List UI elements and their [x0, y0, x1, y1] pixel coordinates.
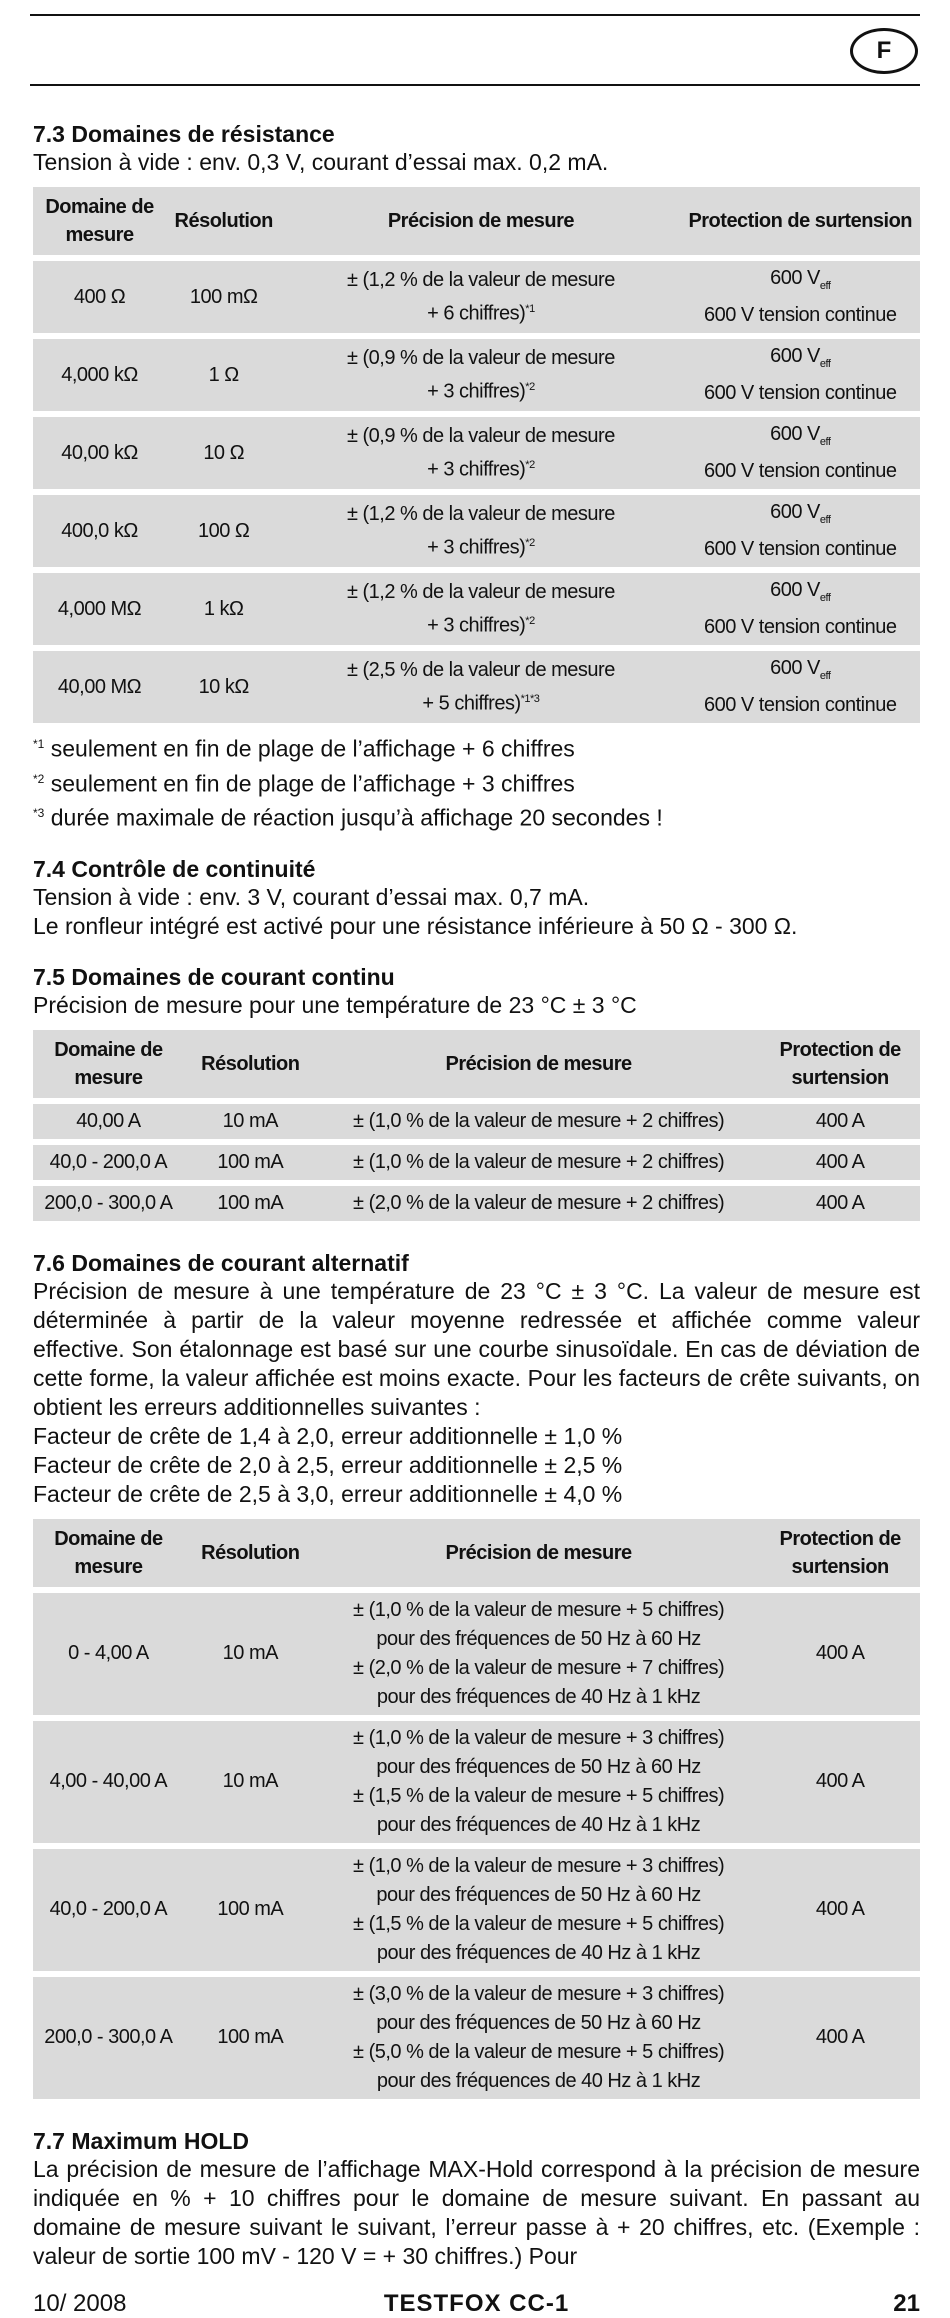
accuracy-line: ± (1,2 % de la valeur de mesure	[346, 268, 615, 291]
protection-line: 600 V tension continue	[703, 616, 897, 638]
footer-date: 10/ 2008	[33, 2290, 127, 2317]
header-rule-top	[30, 14, 920, 16]
cell-accuracy	[317, 1849, 761, 1971]
col-header-protection: Protection de surtension	[760, 1519, 920, 1587]
section-continuity	[33, 855, 920, 941]
accuracy-line: pour des fréquences de 40 Hz à 1 kHz	[376, 2069, 701, 2092]
footnote-text: seulement en fin de plage de l’affichage + 3 chiffres	[50, 770, 575, 797]
section-intro: Précision de mesure pour une température de 23 °C ± 3 °C	[33, 991, 637, 1018]
cell-resolution: 10 kΩ	[166, 651, 281, 723]
cell-protection: 400 A	[760, 1721, 920, 1843]
accuracy-line: pour des fréquences de 50 Hz à 60 Hz	[376, 1755, 701, 1778]
cell-range: 0 - 4,00 A	[33, 1593, 184, 1715]
section-intro: Tension à vide : env. 0,3 V, courant d’essai max. 0,2 mA.	[33, 149, 609, 175]
cell-resolution: 1 Ω	[166, 339, 281, 411]
cell-resolution: 10 Ω	[166, 417, 281, 489]
page-number: 21	[893, 2290, 920, 2317]
cell-resolution: 100 mA	[184, 1977, 317, 2099]
accuracy-line: pour des fréquences de 40 Hz à 1 kHz	[376, 1813, 701, 1836]
cell-resolution: 100 mA	[184, 1849, 317, 1971]
dc-current-table	[33, 1024, 920, 1227]
cell-accuracy	[281, 417, 680, 489]
accuracy-line: ± (1,5 % de la valeur de mesure + 5 chiffres)	[353, 1784, 725, 1807]
cell-range: 400 Ω	[33, 261, 166, 333]
accuracy-line: ± (1,0 % de la valeur de mesure + 3 chiffres)	[353, 1854, 725, 1877]
col-header-accuracy: Précision de mesure	[281, 187, 680, 255]
table-row	[33, 417, 920, 489]
footnote-mark: *1*3	[520, 692, 540, 705]
footnotes	[33, 729, 920, 833]
protection-line: 600 V tension continue	[703, 460, 897, 482]
cell-resolution: 100 mA	[184, 1145, 317, 1180]
cell-range: 40,00 A	[33, 1104, 184, 1139]
cell-resolution: 10 mA	[184, 1593, 317, 1715]
protection-line: 600 V tension continue	[703, 382, 897, 404]
cell-protection	[680, 417, 920, 489]
accuracy-line	[285, 451, 676, 485]
accuracy-line: pour des fréquences de 50 Hz à 60 Hz	[376, 1627, 701, 1650]
accuracy-line: ± (1,2 % de la valeur de mesure	[346, 502, 615, 525]
footnote-mark: *1	[33, 737, 45, 751]
page-content	[33, 120, 920, 2271]
header-rule-bottom	[30, 84, 920, 86]
section-paragraph: La précision de mesure de l’affichage MAX-Hold correspond à la précision de mesure indiquée en % + 10 chiffres pour le domaine de mesure suivant. En passant au domaine de mesure suivant le suivant, l’erreur passe à + 20 chiffres, etc. (Exemple : valeur de sortie 100 mV - 120 V = + 30 chiffres.) Pour	[33, 2155, 920, 2269]
cell-resolution: 10 mA	[184, 1104, 317, 1139]
col-header-protection: Protection de surtension	[760, 1030, 920, 1098]
section-max-hold	[33, 2127, 920, 2271]
col-header-range: Domaine de mesure	[33, 1030, 184, 1098]
accuracy-text: + 3 chiffres)	[427, 614, 526, 637]
accuracy-text: + 3 chiffres)	[427, 458, 526, 481]
table-row	[33, 573, 920, 645]
protection-subscript: eff	[819, 670, 831, 682]
protection-voltage: 600 V	[770, 657, 820, 679]
protection-voltage: 600 V	[770, 423, 820, 445]
table-header-row	[33, 187, 920, 255]
cell-resolution: 100 Ω	[166, 495, 281, 567]
cell-protection: 400 A	[760, 1186, 920, 1221]
accuracy-line: ± (1,2 % de la valeur de mesure	[346, 580, 615, 603]
accuracy-line	[285, 529, 676, 563]
cell-range: 200,0 - 300,0 A	[33, 1186, 184, 1221]
cell-range: 4,00 - 40,00 A	[33, 1721, 184, 1843]
section-ac-current	[33, 1249, 920, 2105]
accuracy-line: ± (2,5 % de la valeur de mesure	[346, 658, 615, 681]
cell-accuracy	[317, 1721, 761, 1843]
cell-range: 40,00 kΩ	[33, 417, 166, 489]
section-title: 7.3 Domaines de résistance	[33, 121, 335, 147]
cell-range: 40,00 MΩ	[33, 651, 166, 723]
cell-range: 40,0 - 200,0 A	[33, 1849, 184, 1971]
protection-voltage: 600 V	[770, 267, 820, 289]
section-title: 7.5 Domaines de courant continu	[33, 963, 395, 990]
cell-protection	[680, 651, 920, 723]
section-dc-current	[33, 963, 920, 1227]
table-row	[33, 1186, 920, 1221]
accuracy-line: pour des fréquences de 40 Hz à 1 kHz	[376, 1941, 701, 1964]
cell-accuracy: ± (1,0 % de la valeur de mesure + 2 chiffres)	[317, 1104, 761, 1139]
page-footer	[33, 2290, 920, 2318]
accuracy-line	[285, 295, 676, 329]
col-header-protection: Protection de surtension	[680, 187, 920, 255]
protection-line	[684, 264, 916, 301]
footer-brand: TESTFOX CC-1	[383, 2290, 570, 2317]
cell-protection: 400 A	[760, 1849, 920, 1971]
col-header-range: Domaine de mesure	[33, 187, 166, 255]
col-header-range: Domaine de mesure	[33, 1519, 184, 1587]
section-title: 7.4 Contrôle de continuité	[33, 855, 316, 882]
protection-subscript: eff	[819, 436, 831, 448]
footnote-text: seulement en fin de plage de l’affichage + 6 chiffres	[50, 735, 575, 762]
crest-line: Facteur de crête de 2,0 à 2,5, erreur additionnelle ± 2,5 %	[33, 1451, 623, 1478]
cell-range: 200,0 - 300,0 A	[33, 1977, 184, 2099]
col-header-resolution: Résolution	[166, 187, 281, 255]
cell-protection: 400 A	[760, 1593, 920, 1715]
crest-line: Facteur de crête de 2,5 à 3,0, erreur additionnelle ± 4,0 %	[33, 1480, 623, 1507]
col-header-resolution: Résolution	[184, 1030, 317, 1098]
section-line: Tension à vide : env. 3 V, courant d’essai max. 0,7 mA.	[33, 883, 590, 910]
protection-line	[684, 342, 916, 379]
cell-accuracy: ± (1,0 % de la valeur de mesure + 2 chiffres)	[317, 1145, 761, 1180]
cell-protection	[680, 339, 920, 411]
accuracy-line: pour des fréquences de 50 Hz à 60 Hz	[376, 2011, 701, 2034]
footnote-mark: *2	[525, 614, 535, 627]
cell-accuracy	[281, 339, 680, 411]
table-header-row	[33, 1030, 920, 1098]
table-row	[33, 1593, 920, 1715]
table-row	[33, 495, 920, 567]
cell-accuracy	[281, 495, 680, 567]
col-header-accuracy: Précision de mesure	[317, 1519, 761, 1587]
language-badge: F	[850, 28, 918, 74]
protection-line	[684, 498, 916, 535]
cell-resolution: 1 kΩ	[166, 573, 281, 645]
cell-accuracy	[317, 1593, 761, 1715]
col-header-accuracy: Précision de mesure	[317, 1030, 761, 1098]
section-line: Le ronfleur intégré est activé pour une résistance inférieure à 50 Ω - 300 Ω.	[33, 912, 798, 939]
section-title: 7.6 Domaines de courant alternatif	[33, 1249, 409, 1276]
cell-protection	[680, 261, 920, 333]
table-row	[33, 339, 920, 411]
accuracy-line: ± (1,5 % de la valeur de mesure + 5 chiffres)	[353, 1912, 725, 1935]
accuracy-text: + 6 chiffres)	[427, 302, 526, 325]
protection-line	[684, 420, 916, 457]
protection-line: 600 V tension continue	[703, 694, 897, 716]
table-row	[33, 1977, 920, 2099]
col-header-resolution: Résolution	[184, 1519, 317, 1587]
table-row	[33, 1721, 920, 1843]
accuracy-line	[285, 685, 676, 719]
cell-protection: 400 A	[760, 1977, 920, 2099]
cell-accuracy: ± (2,0 % de la valeur de mesure + 2 chiffres)	[317, 1186, 761, 1221]
cell-protection: 400 A	[760, 1104, 920, 1139]
accuracy-line: ± (1,0 % de la valeur de mesure + 3 chiffres)	[353, 1726, 725, 1749]
cell-protection	[680, 495, 920, 567]
protection-subscript: eff	[819, 514, 831, 526]
cell-range: 4,000 kΩ	[33, 339, 166, 411]
protection-subscript: eff	[819, 358, 831, 370]
cell-accuracy	[281, 573, 680, 645]
cell-range: 400,0 kΩ	[33, 495, 166, 567]
accuracy-text: + 3 chiffres)	[427, 536, 526, 559]
footnote-text: durée maximale de réaction jusqu’à affichage 20 secondes !	[50, 804, 663, 831]
footnote-mark: *3	[33, 806, 45, 821]
cell-protection	[680, 573, 920, 645]
table-header-row	[33, 1519, 920, 1587]
cell-range: 4,000 MΩ	[33, 573, 166, 645]
footnote-mark: *2	[525, 458, 535, 471]
cell-protection: 400 A	[760, 1145, 920, 1180]
accuracy-line: ± (3,0 % de la valeur de mesure + 3 chiffres)	[353, 1982, 725, 2005]
footnote-mark: *2	[525, 380, 535, 393]
accuracy-line	[285, 607, 676, 641]
accuracy-line	[285, 373, 676, 407]
cell-resolution: 10 mA	[184, 1721, 317, 1843]
footnote	[33, 729, 920, 764]
accuracy-line: ± (0,9 % de la valeur de mesure	[346, 346, 615, 369]
accuracy-text: + 3 chiffres)	[427, 380, 526, 403]
accuracy-line: ± (5,0 % de la valeur de mesure + 5 chiffres)	[353, 2040, 725, 2063]
protection-subscript: eff	[819, 592, 831, 604]
table-row	[33, 261, 920, 333]
footnote-mark: *2	[525, 536, 535, 549]
resistance-table	[33, 181, 920, 729]
accuracy-line: pour des fréquences de 40 Hz à 1 kHz	[376, 1685, 701, 1708]
section-title: 7.7 Maximum HOLD	[33, 2127, 249, 2154]
protection-voltage: 600 V	[770, 501, 820, 523]
section-resistance	[33, 120, 920, 833]
crest-line: Facteur de crête de 1,4 à 2,0, erreur additionnelle ± 1,0 %	[33, 1422, 623, 1449]
accuracy-line: ± (2,0 % de la valeur de mesure + 7 chiffres)	[353, 1656, 725, 1679]
protection-line: 600 V tension continue	[703, 538, 897, 560]
footnote	[33, 764, 920, 799]
cell-accuracy	[317, 1977, 761, 2099]
protection-line	[684, 576, 916, 613]
cell-range: 40,0 - 200,0 A	[33, 1145, 184, 1180]
table-row	[33, 1104, 920, 1139]
protection-voltage: 600 V	[770, 345, 820, 367]
cell-resolution: 100 mΩ	[166, 261, 281, 333]
cell-accuracy	[281, 651, 680, 723]
cell-accuracy	[281, 261, 680, 333]
protection-line: 600 V tension continue	[703, 304, 897, 326]
ac-current-table	[33, 1513, 920, 2105]
protection-voltage: 600 V	[770, 579, 820, 601]
accuracy-line: ± (1,0 % de la valeur de mesure + 5 chiffres)	[353, 1598, 725, 1621]
footnote-mark: *1	[525, 302, 535, 315]
accuracy-line: ± (0,9 % de la valeur de mesure	[346, 424, 615, 447]
table-row	[33, 1145, 920, 1180]
accuracy-line: pour des fréquences de 50 Hz à 60 Hz	[376, 1883, 701, 1906]
protection-subscript: eff	[819, 280, 831, 292]
protection-line	[684, 654, 916, 691]
footnote-mark: *2	[33, 771, 45, 786]
accuracy-text: + 5 chiffres)	[422, 692, 521, 715]
footnote	[33, 798, 920, 833]
cell-resolution: 100 mA	[184, 1186, 317, 1221]
section-paragraph: Précision de mesure à une température de 23 °C ± 3 °C. La valeur de mesure est déterminée à partir de la valeur moyenne redressée et affichée comme valeur effective. Son étalonnage est basé sur une courbe sinusoïdale. En cas de déviation de cette forme, la valeur affichée est moins exacte. Pour les facteurs de crête suivants, on obtient les erreurs additionnelles suivantes :	[33, 1277, 920, 1420]
table-row	[33, 1849, 920, 1971]
table-row	[33, 651, 920, 723]
